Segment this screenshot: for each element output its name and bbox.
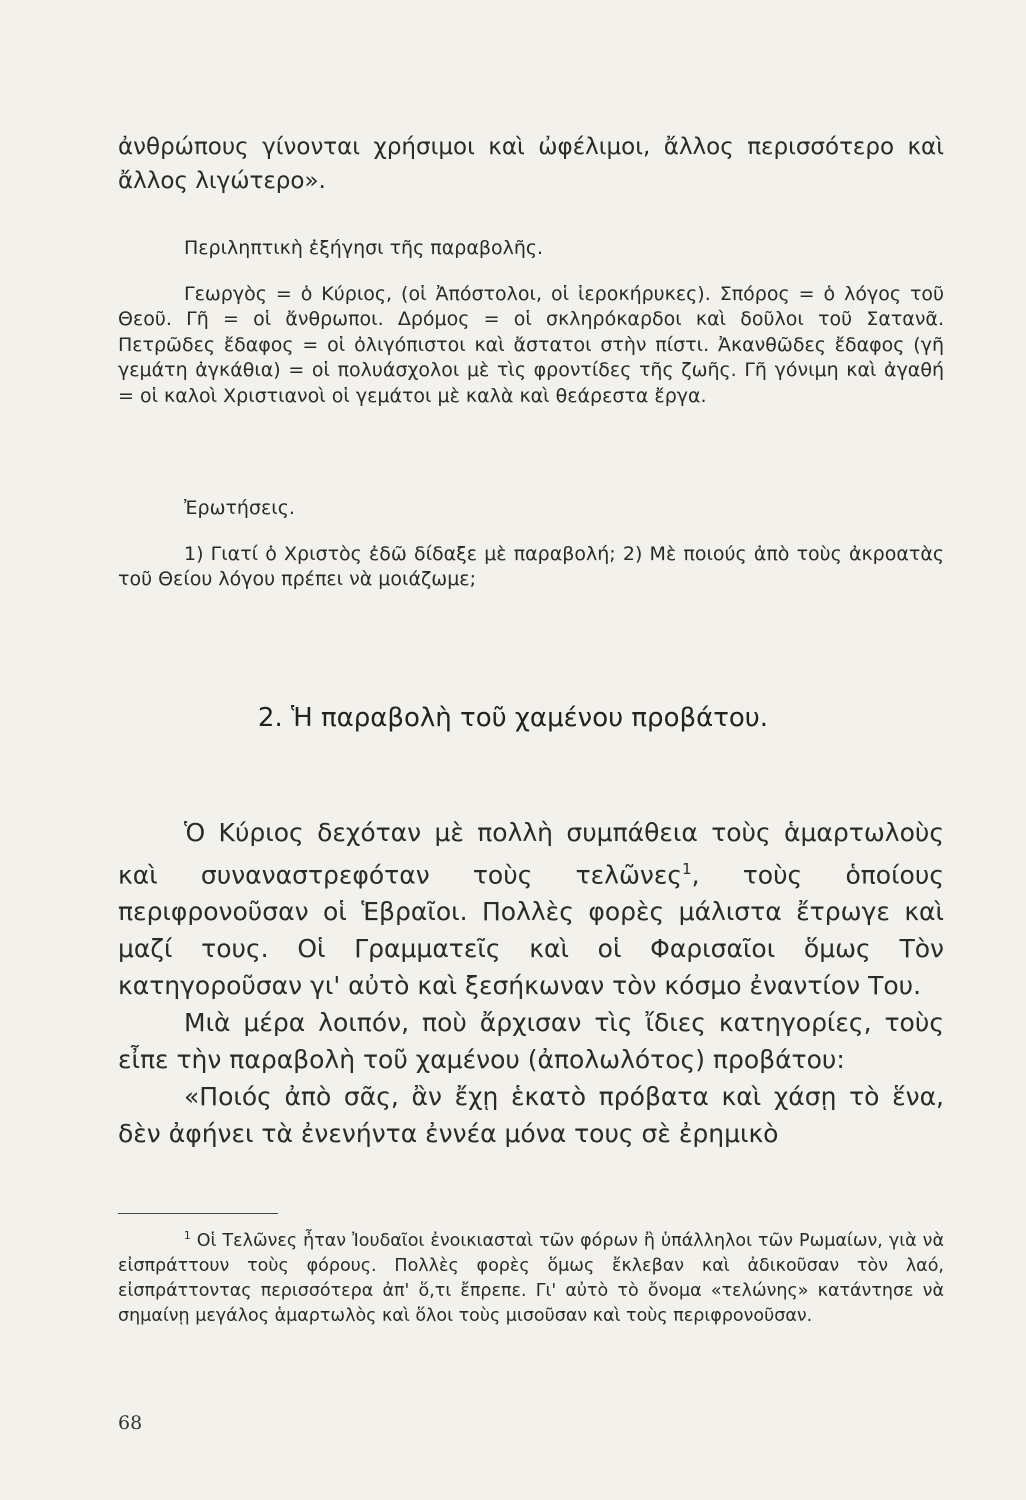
page-number: 68: [118, 1412, 143, 1434]
footnote-marker: 1: [184, 1230, 191, 1242]
footnote-divider: [118, 1213, 278, 1214]
summary-block: [118, 236, 944, 409]
body-block: [118, 814, 944, 1152]
intro-paragraph: ἀνθρώπους γίνονται χρήσιμοι καὶ ὠφέλιμοι, ἄλλος περισσότερο καὶ ἄλλος λιγώτερο».: [118, 134, 944, 194]
body-paragraph-1-part-a: Ὁ Κύριος δεχόταν μὲ πολλὴ συμπάθεια τοὺς ἁμαρτωλοὺς καὶ συναναστρεφόταν τοὺς τελῶνες: [118, 818, 944, 890]
questions-text: 1) Γιατί ὁ Χριστὸς ἐδῶ δίδαξε μὲ παραβολή; 2) Μὲ ποιούς ἀπὸ τοὺς ἀκροατὰς τοῦ Θείου λόγου πρέπει νὰ μοιάζωμε;: [118, 542, 944, 590]
body-paragraph-2: Μιὰ μέρα λοιπόν, ποὺ ἄρχισαν τὶς ἴδιες κατηγορίες, τοὺς εἶπε τὴν παραβολὴ τοῦ χαμένου (ἀπολωλότος) προβάτου:: [118, 1008, 944, 1075]
summary-text: Γεωργὸς = ὁ Κύριος, (οἱ Ἀπόστολοι, οἱ ἱεροκήρυκες). Σπόρος = ὁ λόγος τοῦ Θεοῦ. Γῆ = οἱ ἄνθρωποι. Δρόμος = οἱ σκληρόκαρδοι καὶ δοῦλοι τοῦ Σατανᾶ. Πετρῶδες ἔδαφος = οἱ ὀλιγόπιστοι καὶ ἄστατοι στὴν πίστι. Ἀκανθῶδες ἔδαφος (γῆ γεμάτη ἀγκάθια) = οἱ πολυάσχολοι μὲ τὶς φροντίδες τῆς ζωῆς. Γῆ γόνιμη καὶ ἀγαθή = οἱ καλοὶ Χριστιανοὶ οἱ γεμάτοι μὲ καλὰ καὶ θεάρεστα ἔργα.: [118, 282, 944, 407]
questions-heading: Ἐρωτήσεις.: [184, 497, 295, 519]
footnote-text: Οἱ Τελῶνες ἦταν Ἰουδαῖοι ἐνοικιασταὶ τῶν φόρων ἢ ὑπάλληλοι τῶν Ρωμαίων, γιὰ νὰ εἰσπράττουν τοὺς φόρους. Πολλὲς φορὲς ὅμως ἔκλεβαν καὶ ἀδικοῦσαν τὸν λαό, εἰσπράττοντας περισσότερα ἀπ' ὅ,τι ἔπρεπε. Γι' αὐτὸ τὸ ὄνομα «τελώνης» κατάντησε νὰ σημαίνῃ μεγάλος ἁμαρτωλὸς καὶ ὅλοι τοὺς μισοῦσαν καὶ τοὺς περιφρονοῦσαν.: [118, 1230, 944, 1326]
questions-block: [118, 496, 944, 593]
body-paragraph-3: «Ποιός ἀπὸ σᾶς, ἂν ἔχῃ ἑκατὸ πρόβατα καὶ χάσῃ τὸ ἕνα, δὲν ἀφήνει τὰ ἐνενήντα ἐννέα μόνα τους σὲ ἐρημικὸ: [118, 1082, 944, 1149]
section-heading: 2. Ἡ παραβολὴ τοῦ χαμένου προβάτου.: [257, 703, 769, 733]
body-paragraph-1: [118, 814, 944, 1004]
footnote-block: [118, 1224, 944, 1329]
intro-block: [118, 130, 944, 198]
summary-heading: Περιληπτικὴ ἐξήγησι τῆς παραβολῆς.: [184, 237, 544, 259]
body-paragraph-1-part-b: , τοὺς ὁποίους περιφρονοῦσαν οἱ Ἑβραῖοι. Πολλὲς φορὲς μάλιστα ἔτρωγε καὶ μαζί τους. Οἱ Γραμματεῖς καὶ οἱ Φαρισαῖοι ὅμως Τὸν κατηγοροῦσαν γι' αὐτὸ καὶ ξεσήκωναν τὸν κόσμο ἐναντίον Του.: [118, 860, 944, 1001]
footnote-reference[interactable]: 1: [682, 860, 692, 878]
footnote: [118, 1224, 944, 1329]
